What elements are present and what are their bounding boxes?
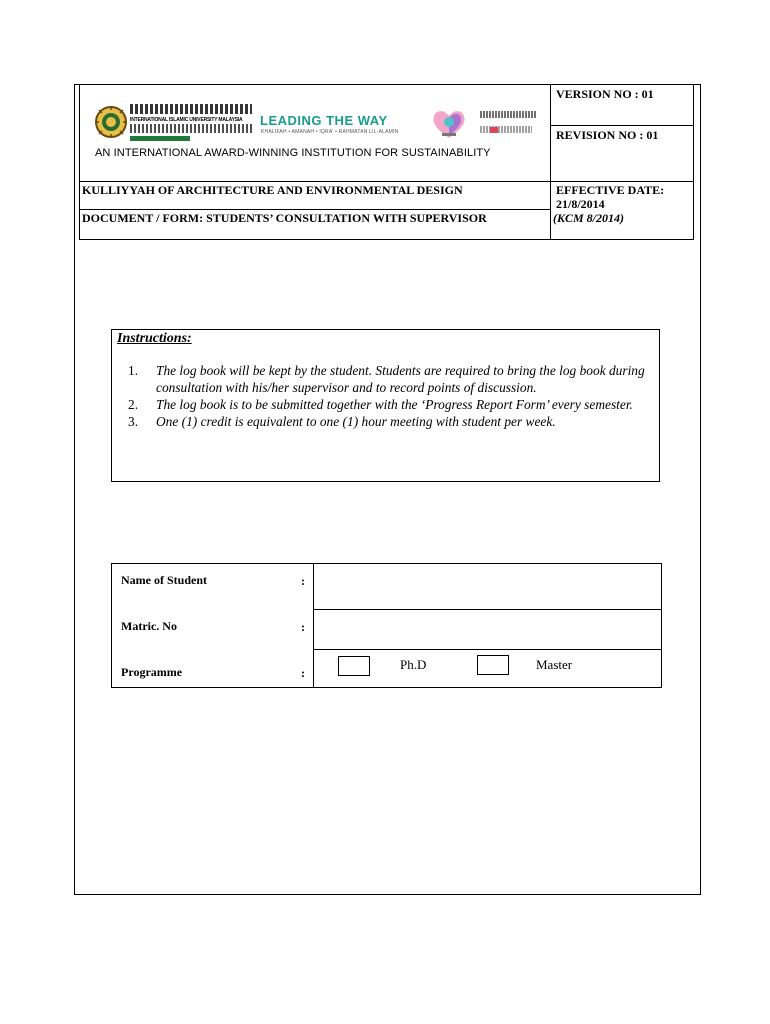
name-colon: : bbox=[301, 574, 305, 588]
version-number: VERSION NO : 01 bbox=[556, 87, 654, 101]
university-arabic-name bbox=[130, 104, 252, 114]
phd-checkbox[interactable] bbox=[338, 656, 370, 676]
instructions-list bbox=[117, 362, 657, 430]
instruction-item bbox=[117, 413, 657, 430]
instruction-item bbox=[117, 396, 657, 413]
instruction-number: 3. bbox=[128, 414, 139, 429]
instruction-text: The log book will be kept by the student. Students are required to bring the log book during consultation with his/her supervisor and to record points of discussion. bbox=[156, 363, 645, 395]
header-divider bbox=[550, 84, 551, 240]
document-form-title: DOCUMENT / FORM: STUDENTS’ CONSULTATION WITH SUPERVISOR bbox=[82, 211, 487, 225]
kulliyyah-name: KULLIYYAH OF ARCHITECTURE AND ENVIRONMENTAL DESIGN bbox=[82, 183, 463, 197]
programme-label: Programme bbox=[121, 665, 183, 679]
form-column-divider bbox=[313, 563, 314, 688]
instruction-number: 2. bbox=[128, 397, 139, 412]
name-of-student-label: Name of Student bbox=[121, 573, 207, 587]
award-tagline: AN INTERNATIONAL AWARD-WINNING INSTITUTION FOR SUSTAINABILITY bbox=[95, 147, 491, 159]
master-option-label: Master bbox=[536, 657, 573, 672]
leading-the-way-title: LEADING THE WAY bbox=[260, 113, 388, 128]
matric-colon: : bbox=[301, 620, 305, 634]
phd-option-label: Ph.D bbox=[400, 657, 427, 672]
effective-date-value: 21/8/2014 bbox=[556, 197, 605, 211]
partner-logo-mark bbox=[490, 127, 498, 133]
leading-the-way-subtitle: KHALIFAH • AMANAH • IQRA' • RAHMATAN LIL-ALAMIN bbox=[261, 129, 399, 135]
instruction-text: The log book is to be submitted together with the ‘Progress Report Form’ every semester. bbox=[156, 397, 633, 412]
iium-seal-logo bbox=[94, 105, 128, 139]
revision-number: REVISION NO : 01 bbox=[556, 128, 659, 142]
matric-no-field[interactable] bbox=[318, 612, 658, 647]
matric-no-label: Matric. No bbox=[121, 619, 177, 633]
title-divider bbox=[79, 209, 550, 210]
university-malay-arabic-name bbox=[130, 124, 252, 133]
effective-date-label: EFFECTIVE DATE: bbox=[556, 183, 665, 197]
programme-colon: : bbox=[301, 666, 305, 680]
form-row-divider bbox=[313, 609, 662, 610]
master-checkbox[interactable] bbox=[477, 655, 509, 675]
instructions-title: Instructions: bbox=[117, 331, 192, 346]
instruction-text: One (1) credit is equivalent to one (1) hour meeting with student per week. bbox=[156, 414, 556, 429]
heart-logo-icon bbox=[431, 108, 467, 140]
reference-code: (KCM 8/2014) bbox=[553, 211, 625, 225]
partner-logo-text bbox=[480, 111, 536, 118]
form-row-divider bbox=[313, 649, 662, 650]
university-english-name: INTERNATIONAL ISLAMIC UNIVERSITY MALAYSIA bbox=[130, 117, 243, 123]
university-tagline-bar bbox=[130, 136, 190, 141]
instruction-item bbox=[117, 362, 657, 396]
name-of-student-field[interactable] bbox=[318, 566, 658, 606]
version-divider bbox=[551, 125, 694, 126]
instruction-number: 1. bbox=[128, 363, 139, 378]
partner-logo-text-2 bbox=[480, 126, 532, 133]
